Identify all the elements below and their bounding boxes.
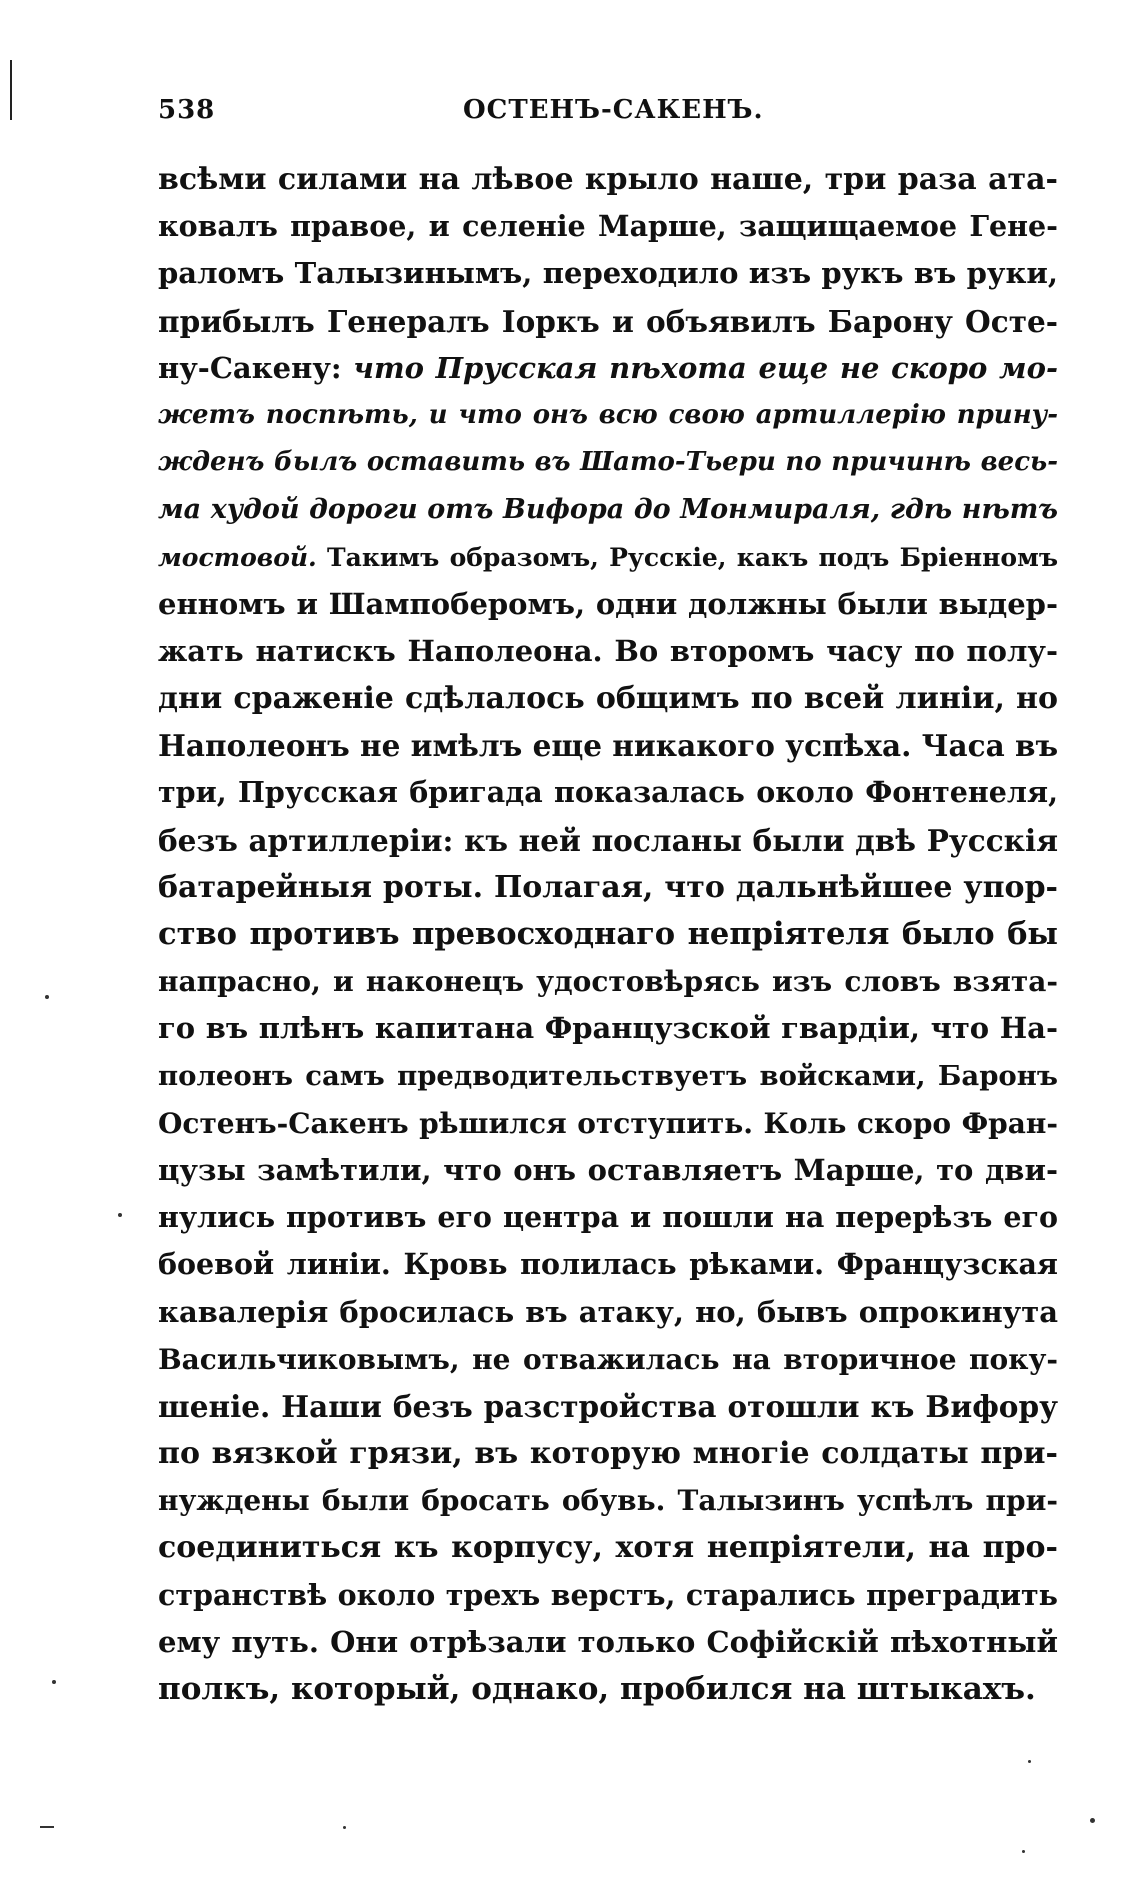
italic-segment: жденъ былъ оставить въ Шато-Тьери по причинѣ весь- (158, 447, 1058, 478)
text-line (158, 958, 1058, 1005)
text-segment: странствѣ около трехъ верстъ, старались преградить (158, 1577, 1058, 1612)
text-line (158, 1147, 1058, 1194)
text-line (158, 581, 1058, 628)
page-header (158, 95, 1058, 135)
text-segment: енномъ и Шампоберомъ, одни должны были выдер- (158, 586, 1058, 621)
text-line (158, 675, 1058, 722)
text-segment: всѣми силами на лѣвое крыло наше, три раза ата- (158, 162, 1058, 197)
text-line (158, 1477, 1058, 1524)
text-line (158, 1572, 1058, 1619)
text-segment: полеонъ самъ предводительствуетъ войсками, Баронъ (158, 1059, 1058, 1092)
body-text (158, 156, 1058, 1713)
running-title: ОСТЕНЪ-САКЕНЪ. (463, 95, 764, 125)
text-segment: напрасно, и наконецъ удостовѣрясь изъ словъ взята- (158, 965, 1058, 999)
text-line (158, 439, 1058, 486)
text-line (158, 864, 1058, 911)
text-segment: соединиться къ корпусу, хотя непріятели, на про- (158, 1530, 1058, 1566)
text-line (158, 345, 1058, 392)
text-segment: ковалъ правое, и селеніе Марше, защищаемое Гене- (158, 209, 1058, 244)
text-line (158, 534, 1058, 581)
text-segment: жать натискъ Наполеона. Во второмъ часу по полу- (158, 633, 1058, 668)
italic-segment: жетъ поспѣть, и что онъ всю свою артиллерію прину- (158, 399, 1058, 430)
text-segment: полкъ, который, однако, пробился на штыкахъ. (158, 1671, 1036, 1707)
text-line (158, 1619, 1058, 1666)
text-line (158, 250, 1058, 297)
page-number: 538 (158, 95, 216, 125)
text-line (158, 1383, 1058, 1430)
text-segment: кавалерія бросилась въ атаку, но, бывъ опрокинута (158, 1294, 1058, 1329)
text-segment: дни сраженіе сдѣлалось общимъ по всей линіи, но (158, 681, 1058, 717)
text-line (158, 1524, 1058, 1571)
text-segment: Такимъ образомъ, Русскіе, какъ подъ Бріенномъ (316, 542, 1058, 572)
italic-segment: что Прусская пѣхота еще не скоро мо- (353, 350, 1058, 385)
text-line (158, 156, 1058, 203)
text-line (158, 817, 1058, 864)
text-line (158, 1053, 1058, 1100)
text-segment: по вязкой грязи, въ которую многіе солдаты при- (158, 1436, 1058, 1472)
text-segment: ство противъ превосходнаго непріятеля было бы (158, 916, 1058, 952)
text-line (158, 1666, 1058, 1713)
italic-segment: ма худой дороги отъ Вифора до Монмираля, гдѣ нѣтъ (158, 494, 1058, 526)
text-line (158, 298, 1058, 345)
text-segment: Васильчиковымъ, не отважилась на вторичное поку- (158, 1342, 1058, 1376)
page-edge-mark (10, 60, 12, 120)
text-line (158, 628, 1058, 675)
text-segment: Наполеонъ не имѣлъ еще никакого успѣха. Часа въ (158, 728, 1058, 764)
text-segment: прибылъ Генералъ Іоркъ и объявилъ Барону Остe- (158, 303, 1058, 339)
text-line (158, 722, 1058, 769)
text-line (158, 1241, 1058, 1288)
text-line (158, 486, 1058, 533)
text-segment: нуждены были бросать обувь. Талызинъ успѣлъ при- (158, 1484, 1058, 1518)
text-segment: цузы замѣтили, что онъ оставляетъ Марше, то дви- (158, 1152, 1058, 1187)
text-line (158, 1194, 1058, 1241)
italic-segment: мостовой. (158, 542, 317, 572)
text-line (158, 392, 1058, 439)
text-line (158, 1430, 1058, 1477)
text-line (158, 769, 1058, 816)
text-segment: боевой линіи. Кровь полилась рѣками. Французская (158, 1247, 1058, 1282)
text-line (158, 911, 1058, 958)
text-segment: шеніе. Наши безъ разстройства отошли къ Вифору (158, 1388, 1058, 1424)
text-segment: го въ плѣнъ капитана Французской гвардіи, что На- (158, 1011, 1058, 1046)
text-segment: ну-Сакену: (158, 350, 354, 385)
text-segment: нулись противъ его центра и пошли на перерѣзъ его (158, 1200, 1058, 1235)
text-line (158, 203, 1058, 250)
text-segment: раломъ Талызинымъ, переходило изъ рукъ въ руки, (158, 256, 1058, 291)
text-line (158, 1005, 1058, 1052)
text-segment: три, Прусская бригада показалась около Фонтенеля, (158, 775, 1058, 810)
text-segment: батарейныя роты. Полагая, что дальнѣйшее упор- (158, 869, 1058, 905)
text-segment: ему путь. Они отрѣзали только Софійскій пѣхотный (158, 1624, 1058, 1659)
text-segment: безъ артиллеріи: къ ней посланы были двѣ Русскія (158, 822, 1058, 858)
text-line (158, 1100, 1058, 1147)
text-line (158, 1289, 1058, 1336)
text-line (158, 1336, 1058, 1383)
text-segment: Остенъ-Сакенъ рѣшился отступить. Коль скоро Фран- (158, 1106, 1058, 1140)
